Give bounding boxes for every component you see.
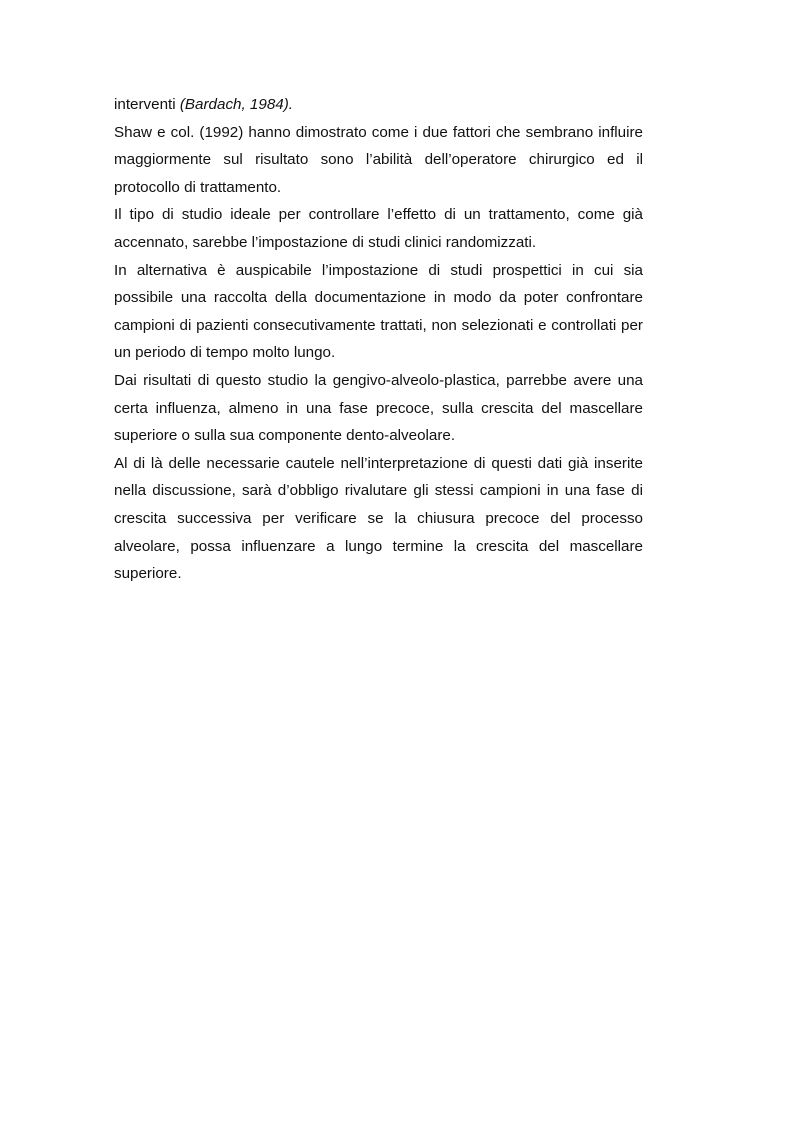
paragraph-shaw: Shaw e col. (1992) hanno dimostrato come i due fattori che sembrano influire maggiormente sul risultato sono l’abilità dell’operatore chirurgico ed il protocollo di trattamento. (114, 123, 643, 196)
paragraph-continuation (114, 91, 643, 119)
body-text (114, 91, 643, 588)
citation: (Bardach, 1984). (179, 96, 293, 113)
paragraph-study-type: Il tipo di studio ideale per controllare l’effetto di un trattamento, come già accennato, sarebbe l’impostazione di studi clinici randomizzati. (114, 206, 643, 251)
paragraph-results: Dai risultati di questo studio la gengivo-alveolo-plastica, parrebbe avere una certa influenza, almeno in una fase precoce, sulla crescita del mascellare superiore o sulla sua componente dento-alveolare. (114, 371, 643, 445)
paragraph-alternative: In alternativa è auspicabile l’impostazione di studi prospettici in cui sia possibile una raccolta della documentazione in modo da poter confrontare campioni di pazienti consecutivamente trattati, non selezionati e controllati per un periodo di tempo molto lungo. (114, 261, 643, 362)
paragraph-conclusion: Al di là delle necessarie cautele nell’interpretazione di questi dati già inserite nella discussione, sarà d’obbligo rivalutare gli stessi campioni in una fase di crescita successiva per verificare se la chiusura precoce del processo alveolare, possa influenzare a lungo termine la crescita del mascellare superiore. (114, 454, 643, 583)
paragraph-text: interventi (114, 96, 180, 113)
